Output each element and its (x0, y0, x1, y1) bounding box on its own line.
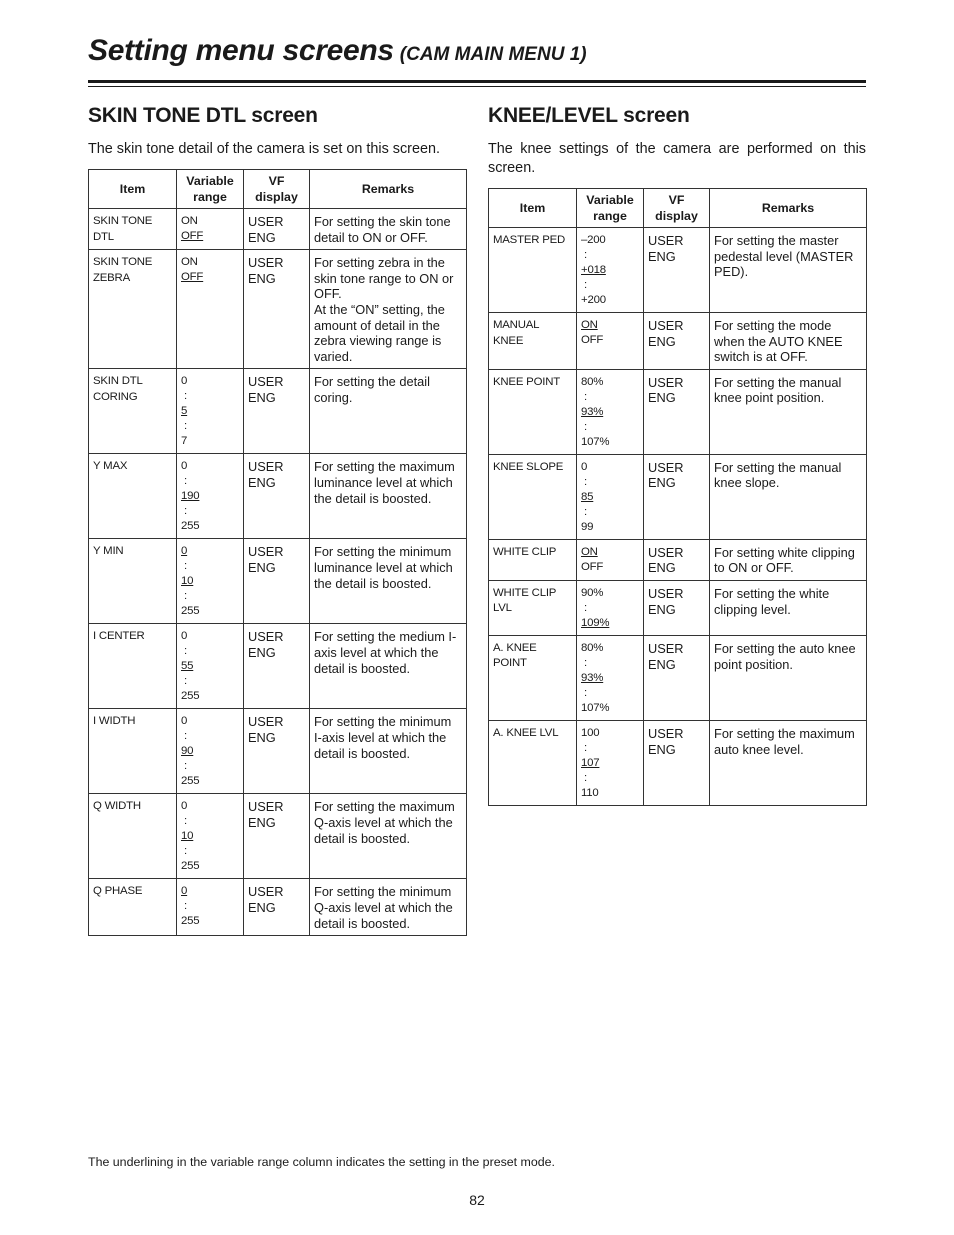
range-value-text: 0 (181, 800, 188, 813)
vf-display-cell: USER ENG (644, 454, 710, 539)
range-value (581, 641, 639, 656)
range-value-text: : (584, 601, 587, 614)
range-value (581, 560, 639, 575)
table-row (89, 209, 467, 250)
skin-tone-dtl-section (88, 104, 466, 936)
item-cell: I WIDTH (89, 709, 177, 794)
item-cell: KNEE POINT (489, 369, 577, 454)
page-subtitle: (CAM MAIN MENU 1) (399, 44, 587, 65)
range-value-text: : (584, 279, 587, 291)
range-value (581, 616, 639, 631)
range-value (181, 829, 239, 844)
range-value-text: : (184, 390, 187, 403)
range-value (181, 255, 239, 270)
range-value (581, 333, 639, 348)
range-value-text: 0 (581, 460, 588, 473)
item-cell: KNEE SLOPE (489, 454, 577, 539)
range-value (181, 604, 239, 619)
vf-display-cell: USER ENG (644, 539, 710, 580)
range-value (581, 786, 639, 801)
col-header-remarks: Remarks (310, 170, 467, 209)
range-value-text: 0 (181, 460, 188, 473)
range-value (581, 701, 639, 716)
range-value (581, 771, 639, 786)
range-value-text: 255 (181, 860, 200, 873)
item-cell: A. KNEE POINT (489, 635, 577, 720)
range-cell (177, 250, 244, 369)
range-value-text: : (584, 390, 587, 403)
range-cell (177, 709, 244, 794)
item-cell: A. KNEE LVL (489, 720, 577, 805)
range-value (181, 714, 239, 729)
range-value (181, 389, 239, 404)
range-value (581, 420, 639, 435)
range-value (181, 814, 239, 829)
range-value (581, 505, 639, 520)
range-value (581, 726, 639, 741)
remarks-cell: For setting zebra in the skin tone range to ON or OFF. At the “ON” setting, the amount of detail in the zebra viewing range is varied. (310, 250, 467, 369)
range-value-text: : (184, 505, 187, 518)
knee-level-section (488, 104, 866, 806)
range-value-text: : (184, 475, 187, 488)
range-value (181, 844, 239, 859)
range-value-text: 5 (181, 405, 188, 418)
table-row (489, 228, 867, 313)
remarks-cell: For setting the white clipping level. (710, 580, 867, 635)
page-header (88, 34, 866, 68)
range-value-text: ON (181, 215, 198, 227)
footnote: The underlining in the variable range column indicates the setting in the preset mode. (88, 1155, 555, 1169)
range-value-text: : (584, 741, 587, 754)
range-value-text: 0 (181, 715, 188, 728)
range-value-text: 85 (581, 490, 594, 503)
table-row (489, 580, 867, 635)
vf-display-cell: USER ENG (644, 369, 710, 454)
knee-level-table (488, 188, 867, 806)
col-header-item: Item (489, 189, 577, 228)
range-value (181, 589, 239, 604)
table-row (89, 709, 467, 794)
range-value (581, 656, 639, 671)
range-value (581, 435, 639, 450)
vf-display-cell: USER ENG (644, 720, 710, 805)
range-value-text: OFF (181, 271, 204, 284)
table-header-row (89, 170, 467, 209)
range-value (181, 404, 239, 419)
range-value (581, 390, 639, 405)
range-value (181, 859, 239, 874)
range-cell (177, 454, 244, 539)
section-heading: SKIN TONE DTL screen (88, 104, 318, 127)
range-value (181, 744, 239, 759)
range-cell (577, 313, 644, 370)
range-cell (177, 624, 244, 709)
range-value (581, 375, 639, 390)
range-value (581, 741, 639, 756)
table-row (489, 539, 867, 580)
range-value-text: 99 (581, 520, 594, 533)
range-value-text: 100 (581, 726, 600, 739)
range-value (581, 490, 639, 505)
vf-display-cell: USER ENG (244, 879, 310, 936)
remarks-cell: For setting the skin tone detail to ON or OFF. (310, 209, 467, 250)
remarks-cell: For setting the minimum Q-axis level at which the detail is boosted. (310, 879, 467, 936)
range-value (581, 278, 639, 293)
range-value-text: 107% (581, 701, 610, 714)
range-value (181, 574, 239, 589)
range-value (181, 899, 239, 914)
range-cell (577, 635, 644, 720)
table-row (89, 539, 467, 624)
range-value-text: : (184, 420, 187, 433)
col-header-remarks: Remarks (710, 189, 867, 228)
remarks-cell: For setting the manual knee point position. (710, 369, 867, 454)
range-cell (577, 369, 644, 454)
range-value-text: 255 (181, 915, 200, 928)
range-value (581, 545, 639, 560)
section-intro: The knee settings of the camera are performed on this screen. (488, 141, 866, 176)
range-value (581, 586, 639, 601)
header-rule-thin (88, 86, 866, 87)
range-value-text: 93% (581, 671, 604, 684)
range-value (181, 374, 239, 389)
col-header-range: Variable range (177, 170, 244, 209)
knee-level-table-body (489, 228, 867, 806)
range-value-text: 10 (181, 575, 194, 588)
range-value-text: : (584, 656, 587, 669)
skin-tone-table (88, 169, 467, 936)
vf-display-cell: USER ENG (244, 454, 310, 539)
range-value (581, 318, 639, 333)
range-value-text: 110 (581, 786, 599, 799)
range-cell (177, 539, 244, 624)
remarks-cell: For setting the manual knee slope. (710, 454, 867, 539)
range-cell (177, 794, 244, 879)
vf-display-cell: USER ENG (644, 313, 710, 370)
range-value-text: : (184, 760, 187, 773)
item-cell: WHITE CLIP (489, 539, 577, 580)
range-value-text: OFF (181, 230, 204, 242)
range-value-text: 0 (181, 375, 188, 388)
range-value (581, 520, 639, 535)
range-value (581, 263, 639, 278)
range-cell (577, 580, 644, 635)
range-cell (177, 879, 244, 936)
col-header-item: Item (89, 170, 177, 209)
table-row (89, 794, 467, 879)
range-value-text: : (184, 815, 187, 828)
range-value-text: 90 (181, 745, 194, 758)
remarks-cell: For setting the maximum Q-axis level at which the detail is boosted. (310, 794, 467, 879)
vf-display-cell: USER ENG (644, 228, 710, 313)
range-value-text: 55 (181, 660, 194, 673)
range-value-text: 80% (581, 375, 604, 388)
item-cell: MASTER PED (489, 228, 577, 313)
table-row (489, 369, 867, 454)
item-cell: WHITE CLIP LVL (489, 580, 577, 635)
range-value-text: ON (581, 319, 598, 331)
range-value (181, 504, 239, 519)
range-cell (577, 454, 644, 539)
range-value-text: 90% (581, 586, 604, 599)
table-row (89, 454, 467, 539)
vf-display-cell: USER ENG (244, 709, 310, 794)
range-value (581, 293, 639, 308)
col-header-range: Variable range (577, 189, 644, 228)
range-value (181, 729, 239, 744)
range-value (181, 914, 239, 929)
range-value-text: : (184, 900, 187, 913)
item-cell: MANUAL KNEE (489, 313, 577, 370)
item-cell: SKIN DTL CORING (89, 369, 177, 454)
range-value (181, 544, 239, 559)
vf-display-cell: USER ENG (244, 250, 310, 369)
range-cell (577, 539, 644, 580)
remarks-cell: For setting the mode when the AUTO KNEE switch is at OFF. (710, 313, 867, 370)
item-cell: Q WIDTH (89, 794, 177, 879)
item-cell: Q PHASE (89, 879, 177, 936)
item-cell: SKIN TONE DTL (89, 209, 177, 250)
range-value-text: : (184, 645, 187, 658)
range-value (581, 756, 639, 771)
range-value-text: 93% (581, 405, 604, 418)
table-row (89, 624, 467, 709)
range-value (581, 671, 639, 686)
col-header-vf: VF display (644, 189, 710, 228)
range-value-text: 190 (181, 490, 200, 503)
range-value (581, 686, 639, 701)
range-value (181, 519, 239, 534)
range-value (181, 489, 239, 504)
remarks-cell: For setting the minimum luminance level at which the detail is boosted. (310, 539, 467, 624)
table-row (89, 879, 467, 936)
vf-display-cell: USER ENG (244, 209, 310, 250)
col-header-vf: VF display (244, 170, 310, 209)
table-row (89, 369, 467, 454)
range-value-text: : (584, 420, 587, 433)
range-cell (177, 369, 244, 454)
range-value-text: 80% (581, 641, 604, 654)
range-value (181, 214, 239, 229)
range-value-text: : (584, 686, 587, 699)
range-value-text: 0 (181, 885, 188, 898)
vf-display-cell: USER ENG (644, 635, 710, 720)
table-row (489, 720, 867, 805)
range-value-text: : (184, 675, 187, 688)
range-value-text: 107% (581, 435, 610, 448)
remarks-cell: For setting the master pedestal level (MASTER PED). (710, 228, 867, 313)
range-value-text: ON (581, 545, 598, 558)
range-value-text: +200 (581, 294, 606, 306)
remarks-cell: For setting the detail coring. (310, 369, 467, 454)
range-value (181, 270, 239, 285)
range-value-text: 255 (181, 775, 200, 788)
range-value (181, 459, 239, 474)
range-value-text: : (184, 730, 187, 743)
range-value (181, 419, 239, 434)
range-value (181, 559, 239, 574)
skin-tone-table-body (89, 209, 467, 936)
range-value (581, 475, 639, 490)
table-header-row (489, 189, 867, 228)
vf-display-cell: USER ENG (644, 580, 710, 635)
range-value (181, 759, 239, 774)
range-cell (577, 720, 644, 805)
remarks-cell: For setting the maximum luminance level at which the detail is boosted. (310, 454, 467, 539)
vf-display-cell: USER ENG (244, 624, 310, 709)
range-value (181, 884, 239, 899)
vf-display-cell: USER ENG (244, 794, 310, 879)
range-value (181, 434, 239, 449)
range-value (581, 233, 639, 248)
range-value-text: : (184, 590, 187, 603)
remarks-cell: For setting the medium I-axis level at which the detail is boosted. (310, 624, 467, 709)
range-value (181, 229, 239, 244)
range-value (181, 674, 239, 689)
range-value (581, 248, 639, 263)
range-value (181, 629, 239, 644)
range-value-text: : (584, 505, 587, 518)
range-value (581, 601, 639, 616)
table-row (489, 454, 867, 539)
remarks-cell: For setting the auto knee point position. (710, 635, 867, 720)
page-title: Setting menu screens (88, 34, 394, 67)
range-value-text: 255 (181, 605, 200, 618)
item-cell: Y MAX (89, 454, 177, 539)
range-cell (177, 209, 244, 250)
header-rule (88, 80, 866, 83)
range-value-text: 107 (581, 756, 600, 769)
section-intro: The skin tone detail of the camera is set on this screen. (88, 141, 440, 157)
range-value-text: 109% (581, 616, 610, 629)
range-value-text: : (184, 845, 187, 858)
range-value-text: –200 (581, 234, 606, 246)
range-value (181, 689, 239, 704)
range-value (181, 774, 239, 789)
range-value-text: 0 (181, 630, 188, 643)
item-cell: I CENTER (89, 624, 177, 709)
range-value-text: +018 (581, 264, 606, 276)
range-value (181, 659, 239, 674)
range-value (181, 644, 239, 659)
range-value-text: : (184, 560, 187, 573)
vf-display-cell: USER ENG (244, 369, 310, 454)
range-value-text: 255 (181, 520, 200, 533)
vf-display-cell: USER ENG (244, 539, 310, 624)
range-value (581, 405, 639, 420)
range-value-text: OFF (581, 334, 604, 346)
item-cell: Y MIN (89, 539, 177, 624)
section-heading: KNEE/LEVEL screen (488, 104, 690, 127)
range-value-text: 7 (181, 435, 188, 448)
range-value-text: ON (181, 256, 198, 269)
range-value-text: OFF (581, 560, 604, 573)
range-value-text: : (584, 475, 587, 488)
item-cell: SKIN TONE ZEBRA (89, 250, 177, 369)
range-value-text: : (584, 249, 587, 261)
table-row (489, 313, 867, 370)
range-value-text: 0 (181, 545, 188, 558)
remarks-cell: For setting the minimum I-axis level at which the detail is boosted. (310, 709, 467, 794)
page-number: 82 (469, 1192, 485, 1208)
table-row (489, 635, 867, 720)
range-cell (577, 228, 644, 313)
range-value (181, 474, 239, 489)
range-value-text: 255 (181, 690, 200, 703)
range-value-text: : (584, 771, 587, 784)
range-value (581, 460, 639, 475)
table-row (89, 250, 467, 369)
remarks-cell: For setting white clipping to ON or OFF. (710, 539, 867, 580)
remarks-cell: For setting the maximum auto knee level. (710, 720, 867, 805)
range-value-text: 10 (181, 830, 194, 843)
range-value (181, 799, 239, 814)
